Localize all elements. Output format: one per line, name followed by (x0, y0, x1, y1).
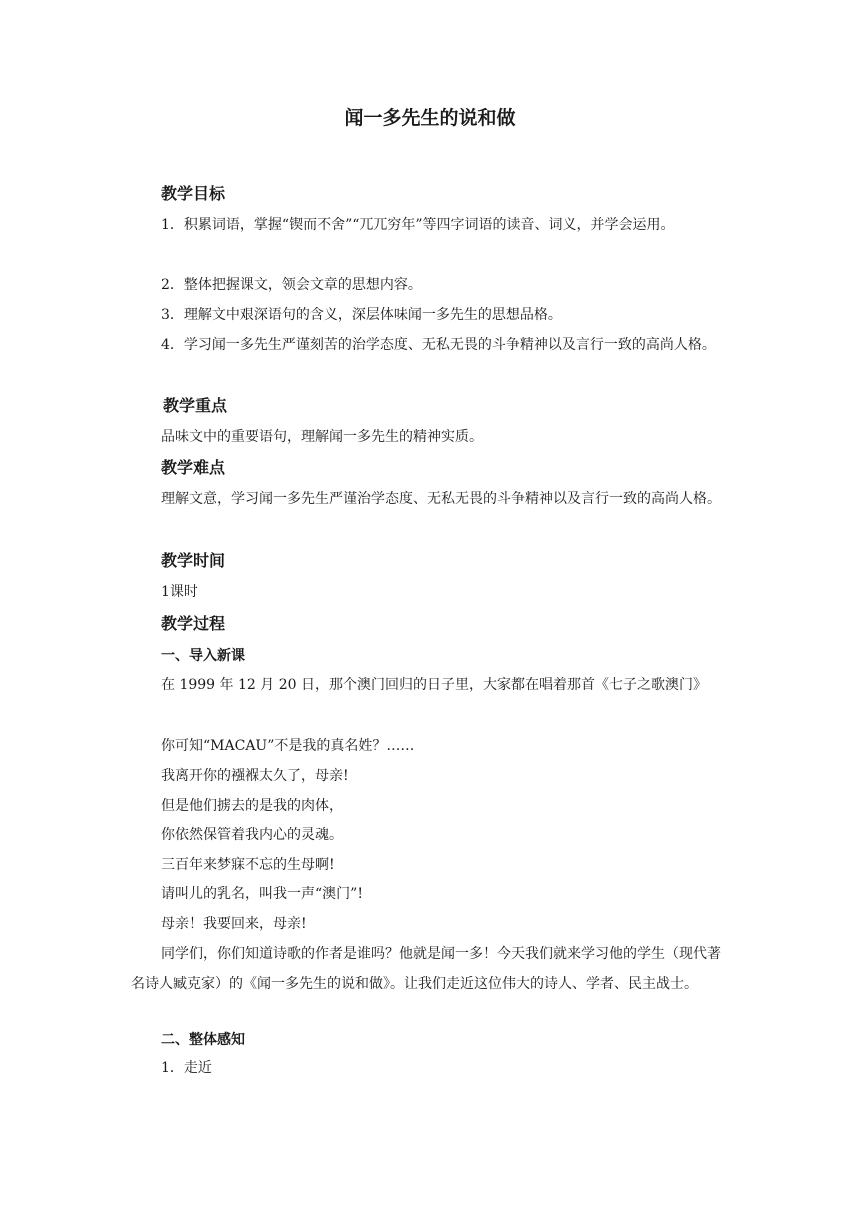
section1-closing: 同学们，你们知道诗歌的作者是谁吗？他就是闻一多！今天我们就来学习他的学生（现代著名诗人臧克家）的《闻一多先生的说和做》。让我们走近这位伟大的诗人、学者、民主战士。 (131, 946, 721, 992)
section2-item: 1．走近 (161, 1060, 212, 1076)
key-points-text: 品味文中的重要语句，理解闻一多先生的精神实质。 (161, 429, 483, 445)
section1-intro: 在 1999 年 12 月 20 日，那个澳门回归的日子里，大家都在唱着那首《七子之歌澳门》 (161, 677, 707, 693)
poem-line: 你可知“MACAU”不是我的真名姓？…… (161, 738, 415, 754)
time-heading: 教学时间 (161, 551, 226, 570)
poem-line: 你依然保管着我内心的灵魂。 (161, 827, 343, 843)
poem-line: 请叫儿的乳名，叫我一声“澳门”! (161, 886, 363, 902)
difficulties-text: 理解文意，学习闻一多先生严谨治学态度、无私无畏的斗争精神以及言行一致的高尚人格。 (161, 491, 721, 507)
difficulties-heading: 教学难点 (161, 458, 226, 477)
objective-item: 4．学习闻一多先生严谨刻苦的治学态度、无私无畏的斗争精神以及言行一致的高尚人格。 (161, 337, 716, 353)
objective-item: 1．积累词语，掌握“锲而不舍”“兀兀穷年”等四字词语的读音、词义，并学会运用。 (161, 217, 675, 233)
poem-line: 母亲！我要回来，母亲! (161, 916, 307, 932)
objective-item: 3．理解文中艰深语句的含义，深层体味闻一多先生的思想品格。 (161, 307, 562, 323)
poem-line: 三百年来梦寐不忘的生母啊! (161, 857, 335, 873)
key-points-heading: 教学重点 (163, 396, 228, 415)
poem-line: 我离开你的襁褓太久了，母亲! (161, 768, 349, 784)
time-text: 1课时 (161, 584, 198, 600)
section1-heading: 一、导入新课 (161, 648, 245, 664)
objective-item: 2．整体把握课文，领会文章的思想内容。 (161, 277, 422, 293)
objectives-heading: 教学目标 (161, 184, 226, 203)
poem-line: 但是他们掳去的是我的肉体， (161, 798, 343, 814)
process-heading: 教学过程 (161, 614, 226, 633)
section2-heading: 二、整体感知 (161, 1032, 245, 1048)
document-title: 闻一多先生的说和做 (344, 107, 516, 129)
